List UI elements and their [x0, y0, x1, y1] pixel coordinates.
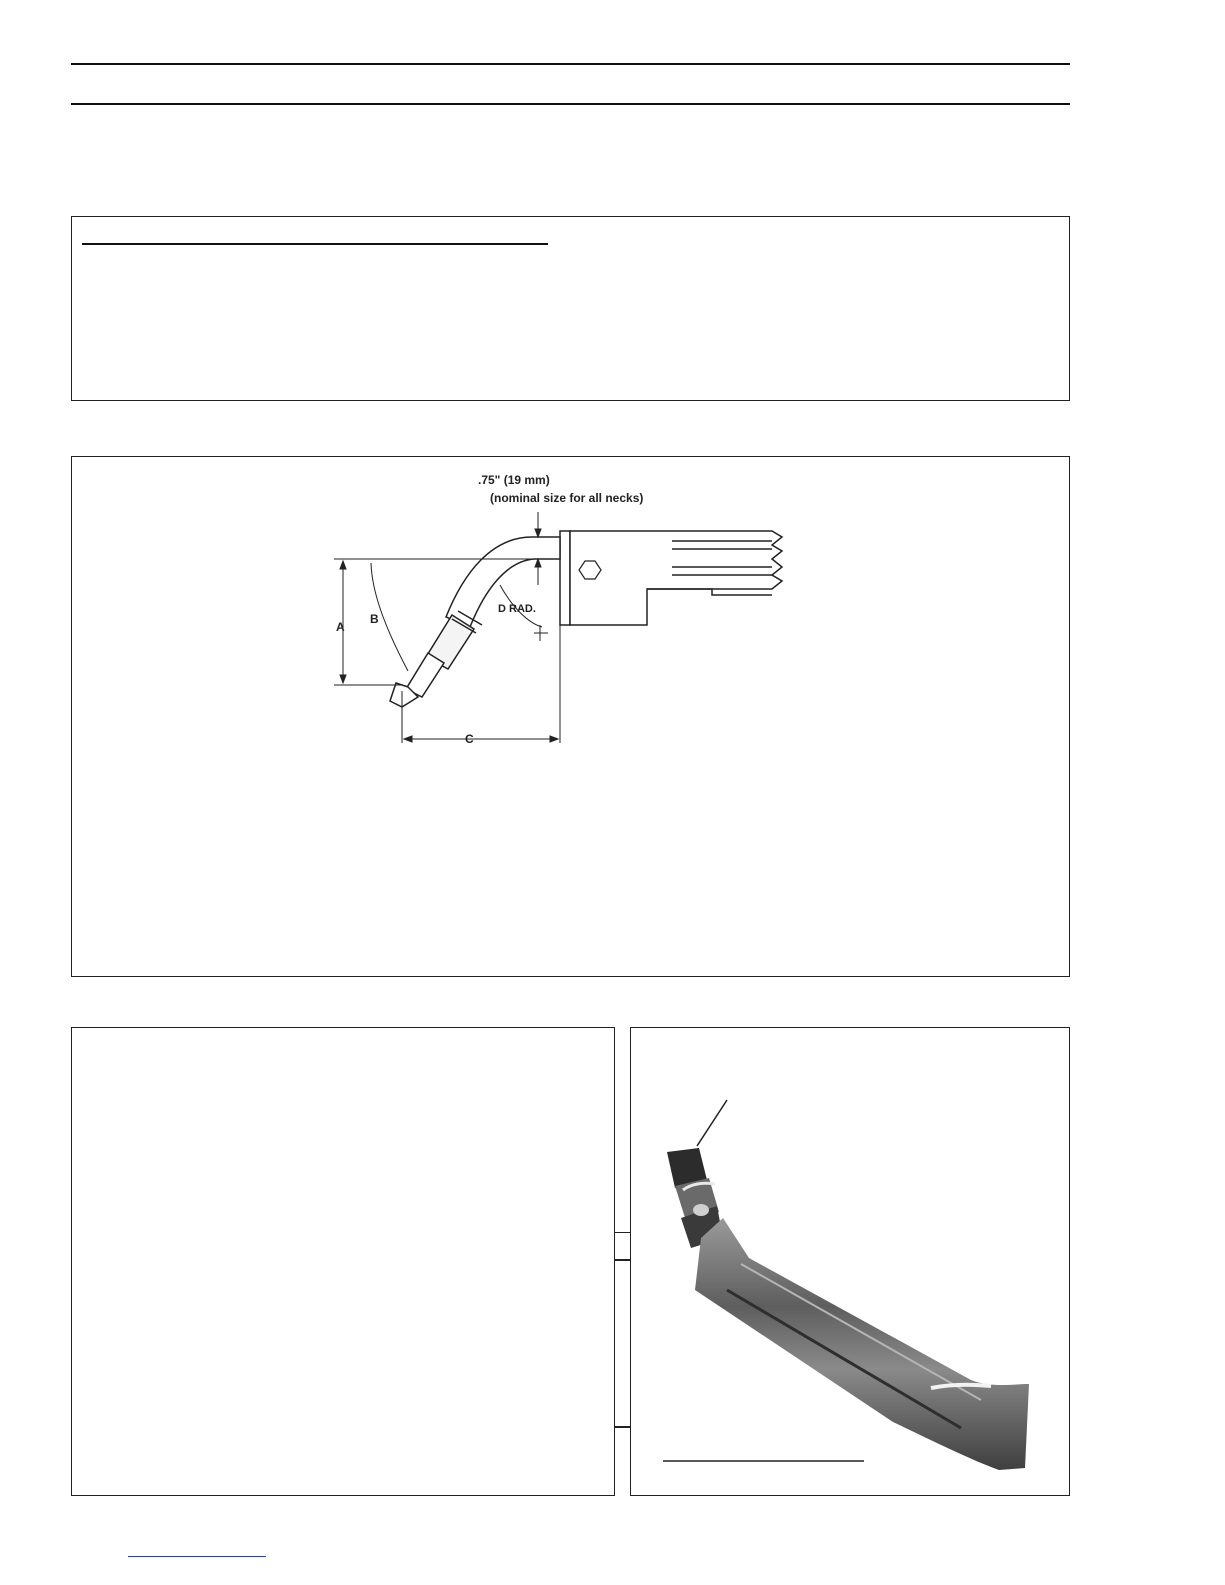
neck-dimension-box: [71, 456, 1070, 977]
neck-size-label: .75" (19 mm): [478, 473, 550, 487]
header-rule-top: [71, 63, 1070, 65]
handle-photo-box: [630, 1027, 1070, 1496]
dimension-b-label: B: [370, 612, 379, 626]
torch-neck: [390, 537, 560, 707]
dimension-a-label: A: [336, 620, 345, 634]
handle-grip: [695, 1218, 1029, 1470]
photo-callout-line: [697, 1100, 727, 1146]
dimension-d-label: D RAD.: [498, 603, 536, 615]
header-rule-bottom: [71, 103, 1070, 105]
neck-dimension-diagram: [72, 457, 1069, 757]
info-box-heading-underline: [82, 243, 548, 245]
dimension-c-label: C: [465, 732, 474, 746]
torch-handle-photo: [631, 1028, 1069, 1495]
info-box: [71, 216, 1070, 401]
neck-size-note: (nominal size for all necks): [490, 491, 644, 505]
lower-text-box: [71, 1027, 615, 1496]
footer-link-underline[interactable]: [128, 1556, 266, 1557]
torch-handle: [560, 531, 782, 625]
